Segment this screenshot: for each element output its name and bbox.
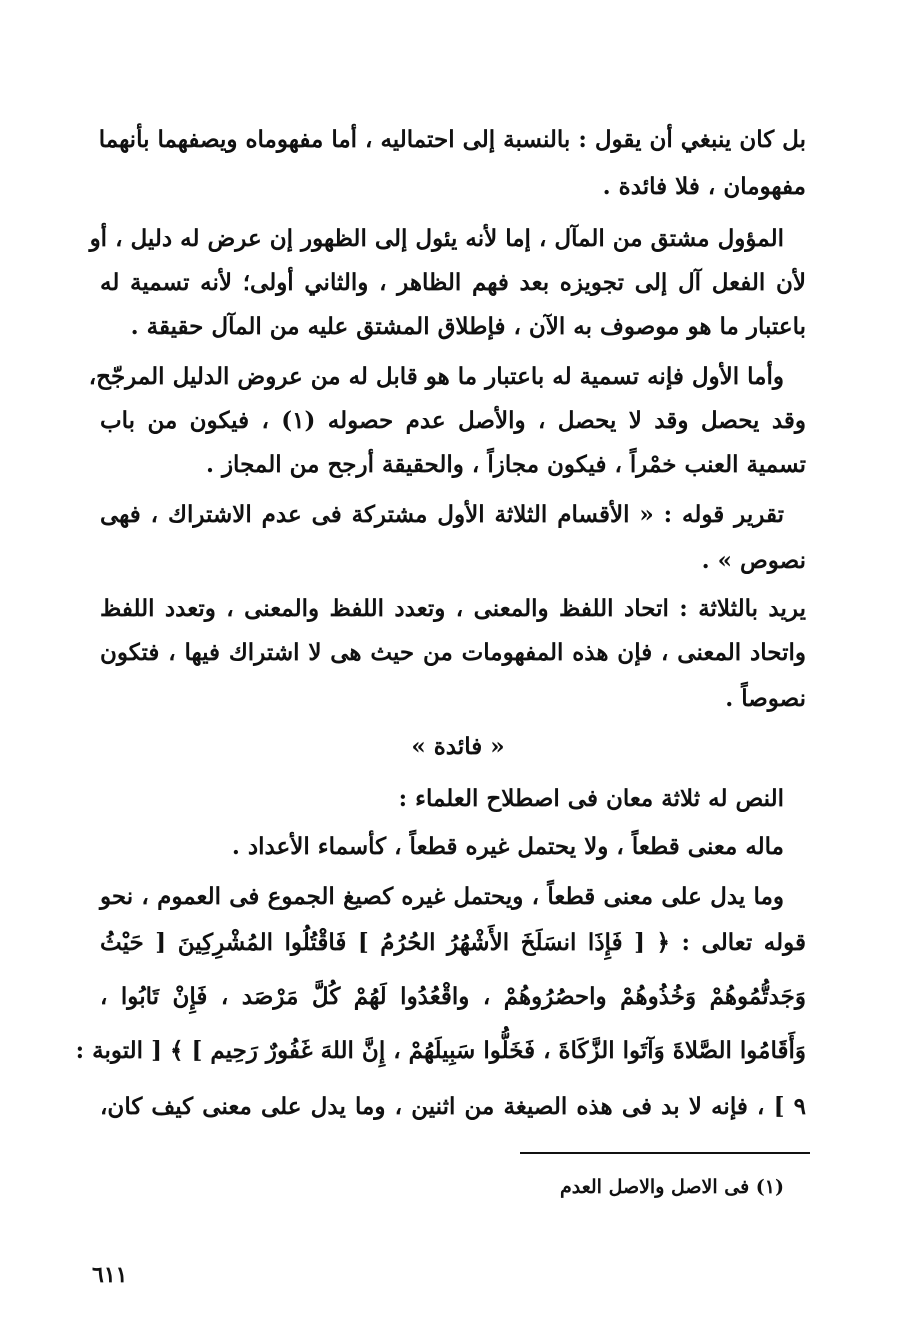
footnote: (١) فى الاصل والاصل العدم bbox=[559, 1176, 784, 1198]
text-line: وقد يحصل وقد لا يحصل ، والأصل عدم حصوله (١) ، فيكون من باب bbox=[100, 407, 807, 434]
text-line: نصوص » . bbox=[701, 547, 806, 574]
quran-verse-line: وَأَقَامُوا الصَّلاةَ وَآتَوا الزَّكَاةَ ، فَخَلُّوا سَبِيلَهُمْ ، إِنَّ اللهَ غَفُورٌ رَحِيم ] ﴾ [ التوبة : bbox=[75, 1037, 806, 1064]
quran-verse-line: وَجَدتُّمُوهُمْ وَخُذُوهُمْ واحصُرُوهُمْ ، واقْعُدُوا لَهُمْ كُلَّ مَرْصَد ، فَإِنْ تَابُوا ، bbox=[100, 983, 806, 1010]
text-line: مفهومان ، فلا فائدة . bbox=[602, 173, 806, 200]
text-line: المؤول مشتق من المآل ، إما لأنه يئول إلى الظهور إن عرض له دليل ، أو bbox=[89, 225, 784, 252]
text-line: بل كان ينبغي أن يقول : بالنسبة إلى احتماليه ، أما مفهوماه ويصفهما بأنهما bbox=[98, 126, 806, 153]
text-line: يريد بالثلاثة : اتحاد اللفظ والمعنى ، وتعدد اللفظ والمعنى ، وتعدد اللفظ bbox=[100, 595, 806, 622]
text-line: ماله معنى قطعاً ، ولا يحتمل غيره قطعاً ، كأسماء الأعداد . bbox=[231, 833, 784, 860]
text-line: تسمية العنب خمْراً ، فيكون مجازاً ، والحقيقة أرجح من المجاز . bbox=[205, 451, 806, 478]
page-number: ٦١١ bbox=[92, 1262, 128, 1288]
footnote-divider bbox=[520, 1152, 810, 1154]
text-line: نصوصاً . bbox=[725, 685, 806, 712]
text-line: ٩ ] ، فإنه لا بد فى هذه الصيغة من اثنين ، وما يدل على معنى كيف كان، bbox=[100, 1093, 806, 1120]
text-line: وأما الأول فإنه تسمية له باعتبار ما هو قابل له من عروض الدليل المرجّح، bbox=[88, 363, 784, 390]
text-line: واتحاد المعنى ، فإن هذه المفهومات من حيث هى لا اشتراك فيها ، فتكون bbox=[100, 639, 806, 666]
text-line: باعتبار ما هو موصوف به الآن ، فإطلاق المشتق عليه من المآل حقيقة . bbox=[130, 313, 806, 340]
text-line: تقرير قوله : « الأقسام الثلاثة الأول مشتركة فى عدم الاشتراك ، فهى bbox=[100, 501, 784, 528]
section-heading: « فائدة » bbox=[411, 733, 505, 760]
text-line: وما يدل على معنى قطعاً ، ويحتمل غيره كصيغ الجموع فى العموم ، نحو bbox=[100, 883, 784, 910]
text-line: لأن الفعل آل إلى تجويزه بعد فهم الظاهر ، والثاني أولى؛ لأنه تسمية له bbox=[100, 269, 806, 296]
text-line: النص له ثلاثة معان فى اصطلاح العلماء : bbox=[398, 785, 784, 812]
quran-verse-line: قوله تعالى : ﴿ [ فَإِذَا انسَلَخَ الأَشْهُرُ الحُرُمُ ] فَاقْتُلُوا المُشْرِكِينَ [ حَيْثُ bbox=[100, 929, 806, 956]
